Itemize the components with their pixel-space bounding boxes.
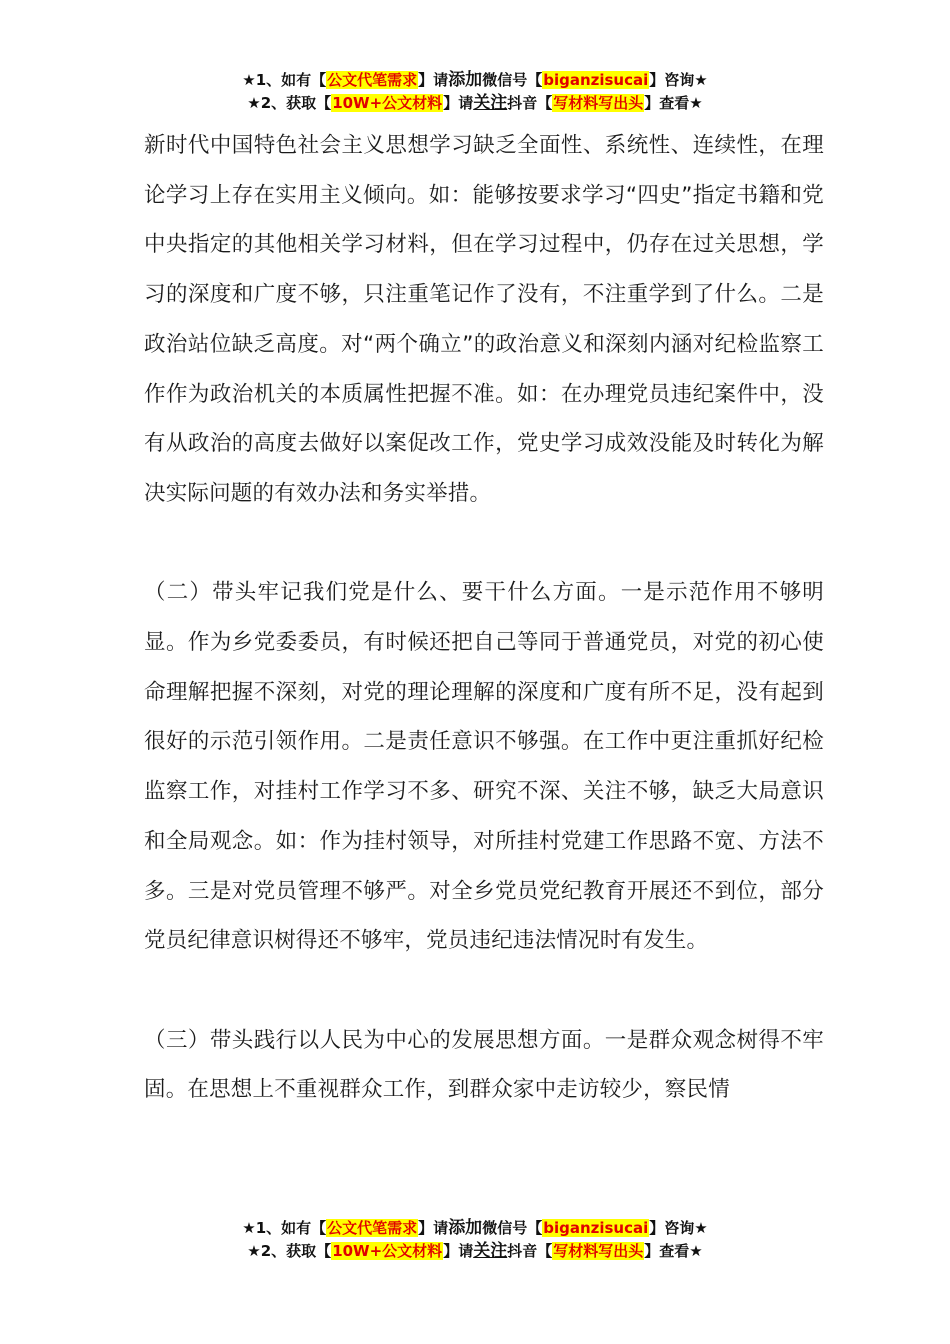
highlight-materials: 10W+公文材料 (332, 1242, 443, 1260)
banner-text: ★2、获取【 (247, 1242, 332, 1260)
banner-text: 微信号【 (482, 71, 543, 89)
header-banner (0, 69, 950, 115)
banner-text: 】请 (418, 1219, 449, 1237)
banner-line-2 (0, 92, 950, 115)
banner-text: ★1、如有【 (242, 1219, 327, 1237)
highlight-service: 公文代笔需求 (327, 71, 418, 89)
banner-emphasis: 添加 (448, 70, 483, 90)
banner-text: ★2、获取【 (247, 94, 332, 112)
banner-text: 】查看★ (644, 1242, 703, 1260)
banner-emphasis: 关注 (473, 1241, 508, 1261)
banner-text: 】查看★ (644, 94, 703, 112)
banner-text: 】咨询★ (649, 1219, 708, 1237)
banner-line-1 (0, 69, 950, 92)
banner-text: 抖音【 (507, 94, 553, 112)
banner-text: 抖音【 (507, 1242, 553, 1260)
highlight-materials: 10W+公文材料 (332, 94, 443, 112)
banner-line-1 (0, 1217, 950, 1240)
banner-text: ★1、如有【 (242, 71, 327, 89)
highlight-service: 公文代笔需求 (327, 1219, 418, 1237)
footer-banner (0, 1217, 950, 1263)
highlight-douyin: 写材料写出头 (553, 94, 644, 112)
body-paragraph-1: 新时代中国特色社会主义思想学习缺乏全面性、系统性、连续性，在理论学习上存在实用主义倾向。如：能够按要求学习“四史”指定书籍和党中央指定的其他相关学习材料，但在学习过程中，仍存在过关思想，学习的深度和广度不够，只注重笔记作了没有，不注重学到了什么。二是政治站位缺乏高度。对“两个确立”的政治意义和深刻内涵对纪检监察工作作为政治机关的本质属性把握不准。如：在办理党员违纪案件中，没有从政治的高度去做好以案促改工作，党史学习成效没能及时转化为解决实际问题的有效办法和务实举措。 (144, 133, 824, 506)
banner-text: 微信号【 (482, 1219, 543, 1237)
document-body (144, 121, 824, 1115)
banner-text: 】咨询★ (649, 71, 708, 89)
banner-text: 】请 (443, 1242, 474, 1260)
banner-text: 】请 (418, 71, 449, 89)
paragraph-spacer (144, 966, 824, 1016)
body-paragraph-2: （二）带头牢记我们党是什么、要干什么方面。一是示范作用不够明显。作为乡党委委员，有时候还把自己等同于普通党员，对党的初心使命理解把握不深刻，对党的理论理解的深度和广度有所不足，没有起到很好的示范引领作用。二是责任意识不够强。在工作中更注重抓好纪检监察工作，对挂村工作学习不多、研究不深、关注不够，缺乏大局意识和全局观念。如：作为挂村领导，对所挂村党建工作思路不宽、方法不多。三是对党员管理不够严。对全乡党员党纪教育开展还不到位，部分党员纪律意识树得还不够牢，党员违纪违法情况时有发生。 (144, 580, 824, 954)
banner-emphasis: 添加 (448, 1218, 483, 1238)
body-paragraph-3: （三）带头践行以人民为中心的发展思想方面。一是群众观念树得不牢固。在思想上不重视群众工作，到群众家中走访较少，察民情 (144, 1027, 824, 1103)
highlight-douyin: 写材料写出头 (553, 1242, 644, 1260)
paragraph-spacer (144, 519, 824, 569)
highlight-wechat-id: biganzisucai (543, 1219, 649, 1237)
banner-line-2 (0, 1240, 950, 1263)
highlight-wechat-id: biganzisucai (543, 71, 649, 89)
banner-text: 】请 (443, 94, 474, 112)
banner-emphasis: 关注 (473, 93, 508, 113)
